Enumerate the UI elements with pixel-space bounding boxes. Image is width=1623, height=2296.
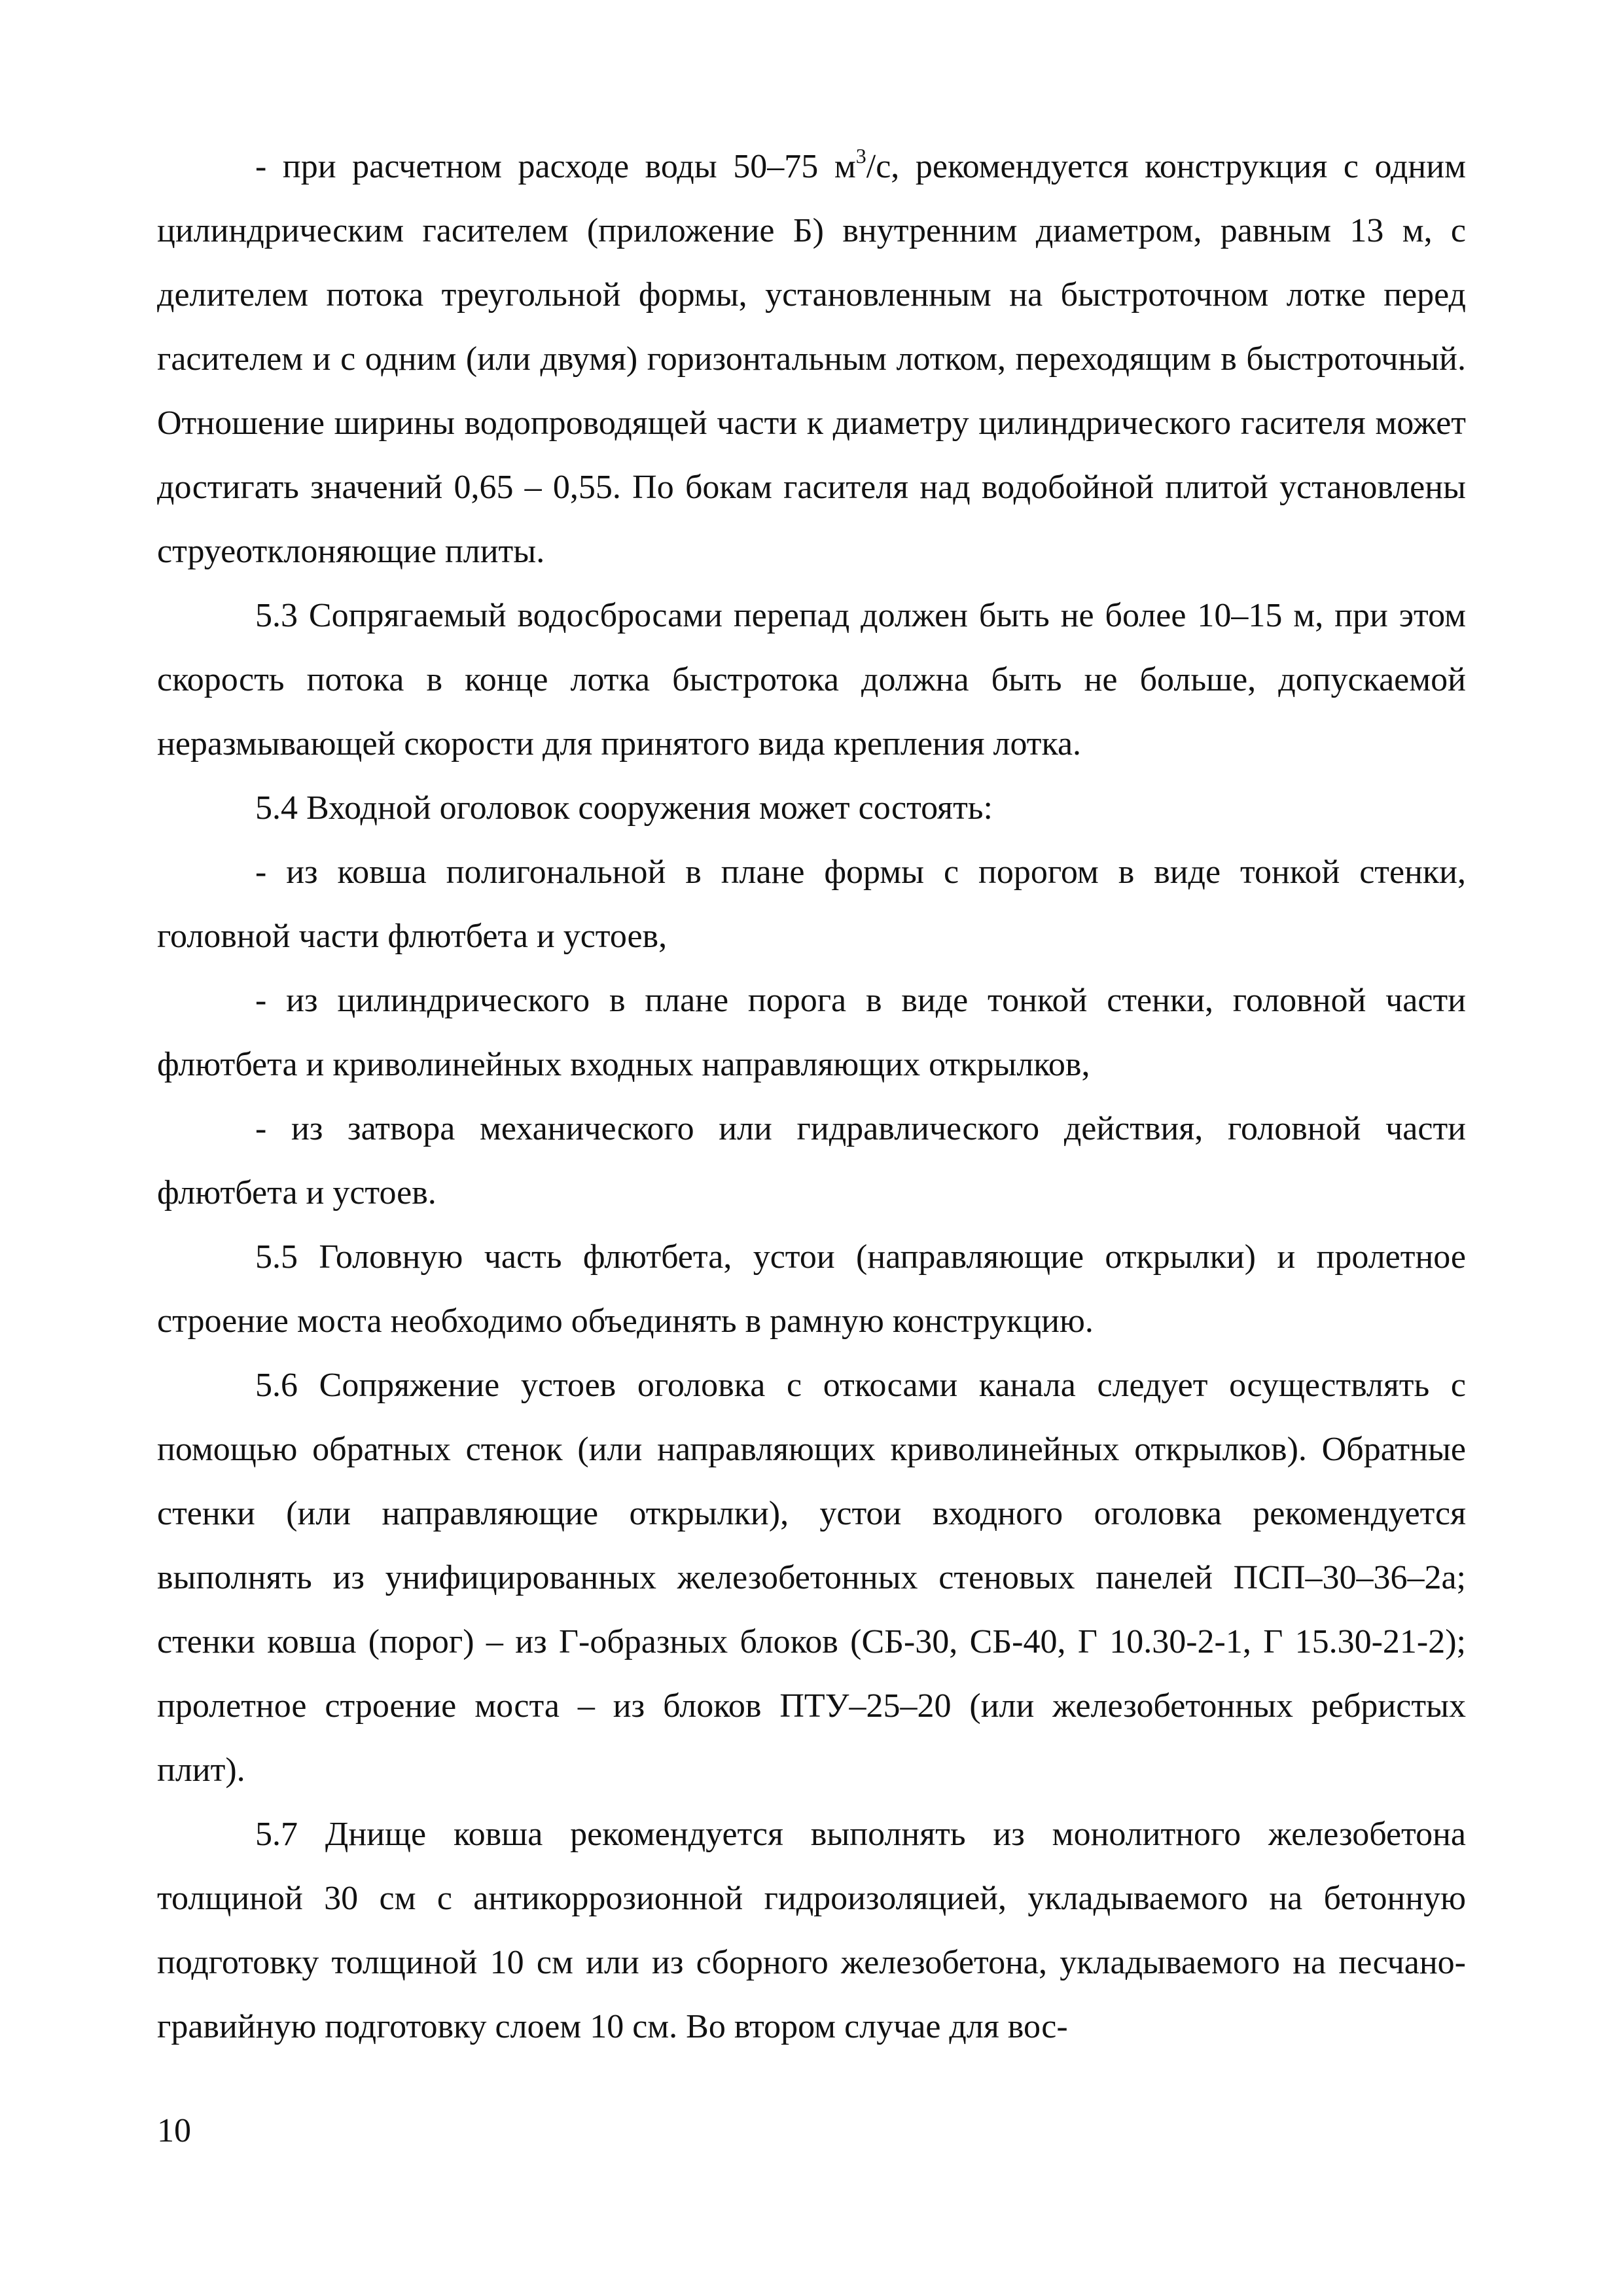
- paragraph-5-3: 5.3 Сопрягаемый водосбросами перепад должен быть не более 10–15 м, при этом скорость потока в конце лотка быстротока должна быть не больше, допускаемой неразмывающей скорости для принятого вида крепления лотка.: [157, 597, 1466, 762]
- paragraph-5-7: 5.7 Днище ковша рекомендуется выполнять из монолитного железобетона толщиной 30 см с антикоррозионной гидроизоляцией, укладываемого на бетонную подготовку толщиной 10 см или из сборного железобетона, укладываемого на песчано-гравийную подготовку слоем 10 см. Во втором случае для вос-: [157, 1816, 1466, 2045]
- superscript-3: 3: [855, 144, 866, 168]
- page-number: 10: [157, 2112, 191, 2149]
- paragraph-5-5: 5.5 Головную часть флютбета, устои (направляющие открылки) и пролетное строение моста необходимо объединять в рамную конструкцию.: [157, 1238, 1466, 1340]
- list-item-cylindrical-sill: - из цилиндрического в плане порога в виде тонкой стенки, головной части флютбета и криволинейных входных направляющих открылков,: [157, 982, 1466, 1083]
- page-body: [157, 135, 1466, 2059]
- paragraph-5-6: 5.6 Сопряжение устоев оголовка с откосами канала следует осуществлять с помощью обратных стенок (или направляющих криволинейных открылков). Обратные стенки (или направляющие открылки), устои входного оголовка рекомендуется выполнять из унифицированных железобетонных стеновых панелей ПСП–30–36–2а; стенки ковша (порог) – из Г-образных блоков (СБ-30, СБ-40, Г 10.30-2-1, Г 15.30-21-2); пролетное строение моста – из блоков ПТУ–25–20 (или железобетонных ребристых плит).: [157, 1367, 1466, 1789]
- paragraph-flow-rate: [157, 135, 1466, 584]
- paragraph-flow-rate-end: /с, рекомендуется конструкция с одним цилиндрическим гасителем (приложение Б) внутренним диаметром, равным 13 м, с делителем потока треугольной формы, установленным на быстроточном лотке перед гасителем и с одним (или двумя) горизонтальным лотком, переходящим в быстроточный. Отношение ширины водопроводящей части к диаметру цилиндрического гасителя может достигать значений 0,65 – 0,55. По бокам гасителя над водобойной плитой установлены струеотклоняющие плиты.: [157, 148, 1466, 570]
- paragraph-5-4: 5.4 Входной оголовок сооружения может состоять:: [255, 789, 993, 827]
- list-item-bucket: - из ковша полигональной в плане формы с порогом в виде тонкой стенки, головной части флютбета и устоев,: [157, 853, 1466, 955]
- paragraph-flow-rate-start: - при расчетном расходе воды 50–75 м: [255, 148, 856, 185]
- list-item-gate: - из затвора механического или гидравлического действия, головной части флютбета и устоев.: [157, 1110, 1466, 1211]
